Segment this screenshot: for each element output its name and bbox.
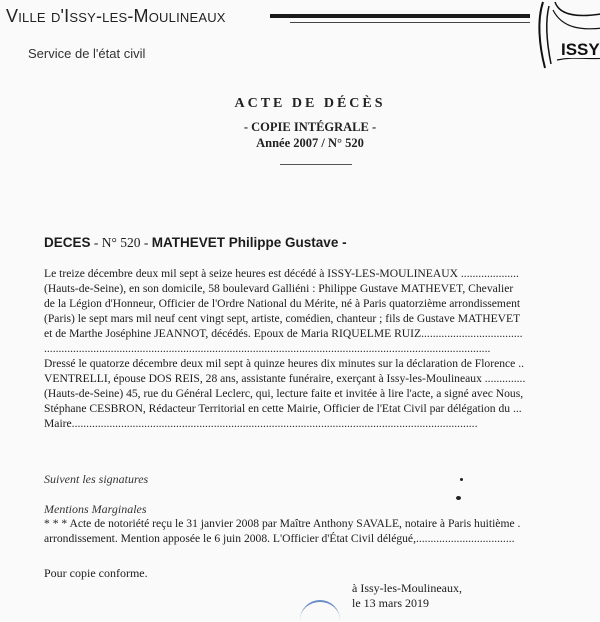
mentions-title: Mentions Marginales [44, 502, 147, 516]
document-copy-label: - COPIE INTÉGRALE - [243, 120, 377, 134]
city-name [6, 6, 226, 27]
header-rule-thick [270, 14, 530, 18]
heading-sep-2: - [143, 235, 149, 250]
mentions-body [44, 516, 594, 546]
act-body [44, 266, 594, 431]
ink-speck [460, 478, 463, 481]
body-line: VENTRELLI, épouse DOS REIS, 28 ans, assistante funéraire, exerçant à Issy-les-Moulineaux .............. [44, 372, 526, 385]
mentions-line: arrondissement. Mention apposée le 6 juin 2008. L'Officier d'État Civil délégué,.................................. [44, 532, 515, 545]
body-line: Maire............................................................................................................................................ [44, 417, 478, 430]
title-divider [280, 164, 352, 165]
document-title: ACTE DE DÉCÈS [234, 96, 386, 111]
body-line: Le treize décembre deux mil sept à seize heures est décédé à ISSY-LES-MOULINEAUX .................... [44, 267, 519, 280]
city-logo [535, 0, 600, 70]
body-line: (Paris) le sept mars mil neuf cent vingt sept, artiste, comédien, chanteur ; fils de Gustave MATHEVET [44, 312, 521, 325]
issue-date: le 13 mars 2019 [352, 596, 429, 610]
city-logo-text: ISSY [561, 40, 600, 59]
body-line: (Hauts-de-Seine), en son domicile, 58 boulevard Galliéni : Philippe Gustave MATHEVET, Chevalier [44, 282, 514, 295]
heading-sep-1: - [93, 235, 99, 250]
header-rule-thin [290, 22, 530, 23]
signatures-note: Suivent les signatures [44, 472, 149, 486]
body-line: de la Légion d'Honneur, Officier de l'Ordre National du Mérite, né à Paris quatorzième arrondissement [44, 297, 521, 310]
copy-conforme: Pour copie conforme. [44, 566, 148, 580]
city-name-text: Ville d'Issy-les-Moulineaux [6, 6, 226, 26]
issue-place: à Issy-les-Moulineaux, [352, 581, 462, 595]
body-line: .......................................................................................................................................................... [44, 342, 491, 355]
stamp-arc [300, 600, 340, 622]
document-year-number: Année 2007 / N° 520 [256, 136, 364, 150]
ink-speck [456, 496, 461, 500]
heading-name: MATHEVET Philippe Gustave - [151, 235, 347, 250]
service-name: Service de l'état civil [28, 46, 146, 61]
deceased-heading [44, 235, 347, 251]
heading-number: N° 520 [101, 235, 141, 250]
body-line: Dressé le quatorze décembre deux mil sept à quinze heures dix minutes sur la déclaration de Florence .. [44, 357, 524, 370]
heading-label: DECES [44, 235, 91, 250]
mentions-line: * * * Acte de notoriété reçu le 31 janvier 2008 par Maître Anthony SAVALE, notaire à Paris huitième . [44, 517, 521, 530]
body-line: et de Marthe Joséphine JEANNOT, décédés. Epoux de Maria RIQUELME RUIZ................................... [44, 327, 523, 340]
body-line: Stéphane CESBRON, Rédacteur Territorial en cette Mairie, Officier de l'Etat Civil par délégation du ... [44, 402, 522, 415]
body-line: (Hauts-de-Seine) 45, rue du Général Leclerc, qui, lecture faite et invitée à lire l'acte, a signé avec Nous, [44, 387, 524, 400]
